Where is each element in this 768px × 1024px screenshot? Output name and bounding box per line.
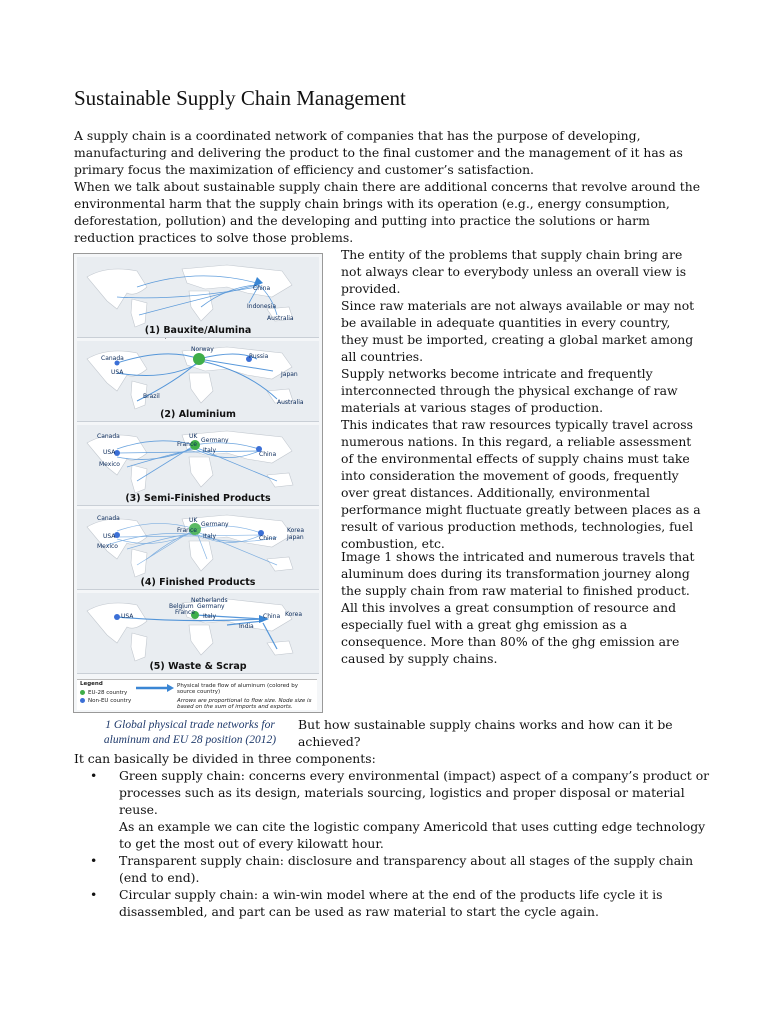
country-label: USA — [121, 613, 134, 620]
country-label: Brazil — [143, 393, 160, 400]
country-label: Italy — [203, 613, 217, 620]
map-panel-finished — [77, 509, 319, 590]
country-label: Belgium — [169, 603, 194, 610]
country-label: USA — [103, 533, 116, 540]
country-label: USA — [111, 369, 124, 376]
country-label: Canada — [101, 355, 124, 362]
country-label: Netherlands — [191, 597, 228, 604]
panel-label: (4) Finished Products — [140, 577, 256, 588]
right-paragraph-2: Since raw materials are not always available or may not be available in adequate quantities in every country, they must be imported, creating a global market among all countries. — [341, 298, 695, 364]
non-eu-dot-icon — [80, 698, 85, 703]
country-label: Canada — [97, 433, 120, 440]
legend-eu-label: EU-28 country — [88, 690, 128, 696]
legend-arrow-text: Physical trade flow of aluminum (colored by source country) — [177, 683, 298, 695]
panel-label: (2) Aluminium — [160, 409, 236, 420]
figure-caption: 1 Global physical trade networks for aluminum and EU 28 position (2012) — [103, 719, 277, 746]
list-item — [90, 852, 710, 886]
page-title: Sustainable Supply Chain Management — [74, 86, 406, 110]
legend-eu — [80, 690, 127, 696]
country-label: Norway — [191, 346, 214, 353]
component-example: As an example we can cite the logistic company Americold that uses cutting edge technology to get the most out of every kilowatt hour. — [119, 819, 706, 851]
country-label: Russia — [249, 353, 269, 360]
intro-paragraph-2: When we talk about sustainable supply chain there are additional concerns that revolve around the environmental harm that the supply chain brings with its operation (e.g., energy consumption, deforestation, pollution) and the developing and putting into practice the solutions or harm reduction practices to solve those problems. — [74, 179, 701, 245]
country-label: Germany — [201, 521, 229, 528]
components-list — [90, 767, 710, 920]
country-label: China — [259, 451, 277, 458]
country-label: Indonesia — [247, 303, 277, 310]
country-label: Korea — [287, 527, 305, 534]
list-item — [90, 886, 710, 920]
panel-label: (5) Waste & Scrap — [149, 661, 247, 672]
right-paragraph-3: Supply networks become intricate and frequently interconnected through the physical exchange of raw materials at various stages of production. — [341, 366, 678, 415]
question-text: But how sustainable supply chains works and how can it be achieved? — [298, 717, 673, 749]
country-label: Japan — [281, 371, 298, 378]
country-label: France — [175, 609, 195, 616]
panel-label: (1) Bauxite/Alumina — [144, 325, 252, 336]
map-panel-semi-finished — [77, 425, 319, 506]
country-label: USA — [103, 449, 116, 456]
country-label: UK — [189, 517, 198, 524]
country-label: Australia — [267, 315, 294, 322]
country-label: India — [239, 623, 254, 630]
country-label: China — [259, 535, 277, 542]
component-text: Circular supply chain: a win-win model where at the end of the products life cycle it is disassembled, and part can be used as raw material to start the cycle again. — [119, 887, 663, 919]
component-text: Transparent supply chain: disclosure and transparency about all stages of the supply chain (end to end). — [119, 853, 694, 885]
map-panel-bauxite — [77, 257, 319, 338]
country-label: Mexico — [97, 543, 118, 550]
map-panel-waste-scrap — [77, 593, 319, 674]
legend-non-eu — [80, 698, 131, 704]
country-label: Mexico — [99, 461, 120, 468]
eu-dot-icon — [80, 690, 85, 695]
country-label: Italy — [203, 533, 217, 540]
right-paragraph-5: Image 1 shows the intricated and numerous travels that aluminum does during its transformation journey along the supply chain from raw material to finished product. All this involves a great consumption of resource and especially fuel with a great ghg emission as a consequence. More than 80% of the ghg emission are caused by supply chains. — [341, 549, 695, 666]
country-label: Germany — [201, 437, 229, 444]
right-paragraph-4: This indicates that raw resources typically travel across numerous nations. In this regard, a reliable assessment of the environmental effects of supply chains must take into consideration the movement of goods, frequently over great distances. Additionally, environmental performance might fluctuate greatly between places as a result of various production methods, technologies, fuel combustion, etc. — [341, 417, 701, 551]
panel-label: (3) Semi-Finished Products — [125, 493, 271, 504]
country-label: France — [177, 441, 197, 448]
intro-paragraph-1: A supply chain is a coordinated network of companies that has the purpose of developing, manufacturing and delivering the product to the final customer and the management of it has as primary focus the maximization of efficiency and customer’s satisfaction. — [74, 128, 683, 177]
flow-arrow-icon — [135, 684, 175, 692]
component-text: Green supply chain: concerns every environmental (impact) aspect of a company’s product or processes such as its design, materials sourcing, logistics and proper disposal or material reuse. — [119, 768, 710, 817]
country-label: China — [263, 613, 281, 620]
map-panel-aluminium — [77, 341, 319, 422]
country-label: France — [177, 527, 197, 534]
legend-title: Legend — [80, 681, 103, 687]
country-label: China — [253, 285, 271, 292]
country-label: Korea — [285, 611, 303, 618]
legend-non-eu-label: Non-EU country — [88, 698, 132, 704]
country-label: Canada — [97, 515, 120, 522]
figure-legend — [77, 679, 317, 710]
country-label: UK — [189, 433, 198, 440]
list-item — [90, 767, 710, 852]
country-label: Germany — [197, 603, 225, 610]
country-label: Japan — [287, 534, 304, 541]
trade-network-figure — [73, 253, 323, 713]
components-intro: It can basically be divided in three components: — [74, 751, 376, 766]
legend-note: Arrows are proportional to flow size. Node size is based on the sum of imports and exports. — [177, 698, 312, 710]
right-paragraph-1: The entity of the problems that supply chain bring are not always clear to everybody unless an overall view is provided. — [341, 247, 687, 296]
country-label: Australia — [277, 399, 304, 406]
country-label: Italy — [203, 447, 217, 454]
